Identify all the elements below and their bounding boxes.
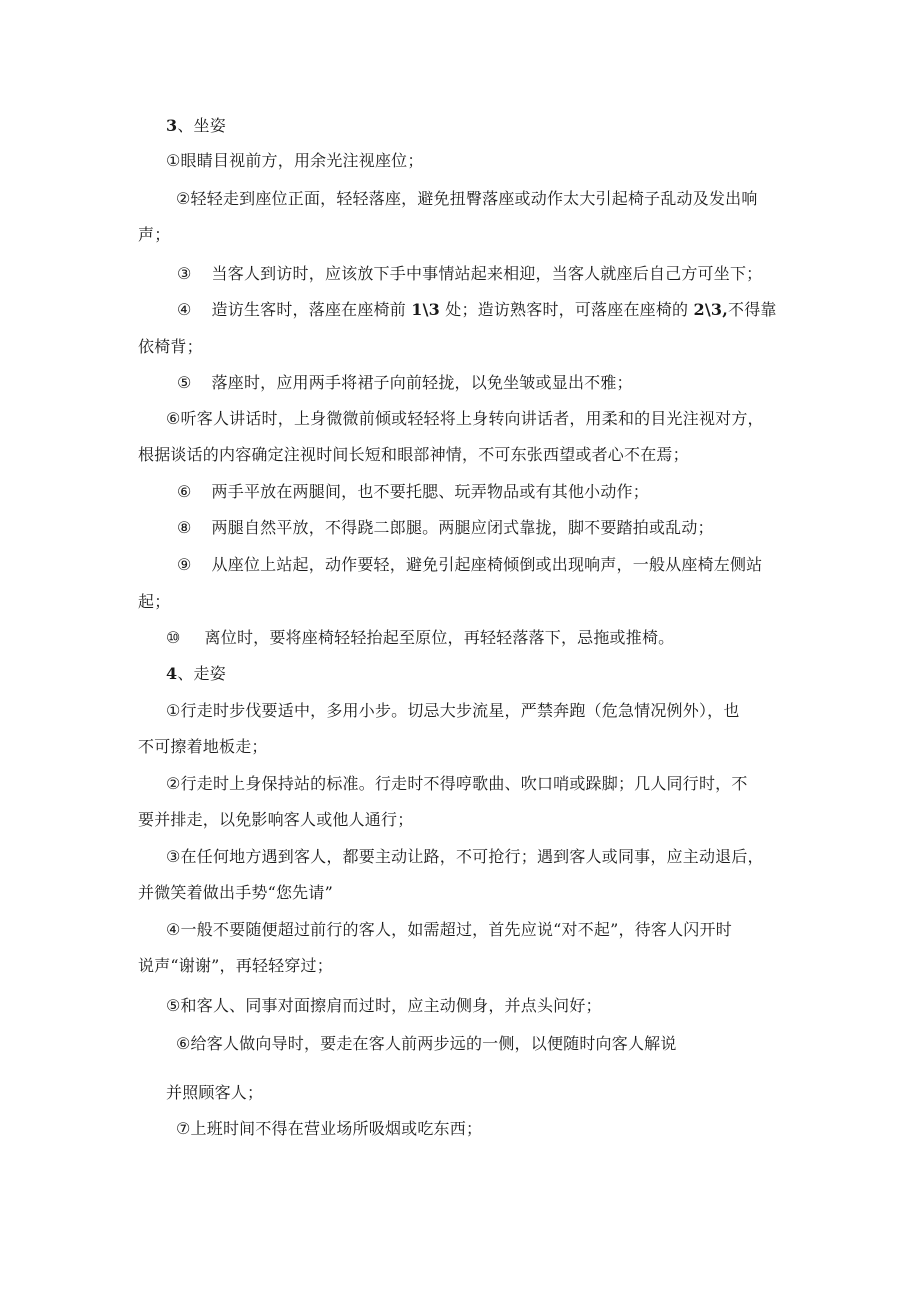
paragraph-walking-4 xyxy=(166,920,732,940)
fraction-value: 1\3 xyxy=(411,300,440,319)
paragraph-text: 并微笑着做出手势“您先请” xyxy=(138,883,333,902)
item-marker: ⑥ xyxy=(176,1034,191,1053)
paragraph-text: 不可擦着地板走； xyxy=(138,737,268,756)
item-marker: ⑤ xyxy=(177,373,192,392)
paragraph-text: 上班时间不得在营业场所吸烟或吃东西； xyxy=(190,1119,483,1138)
fraction-value: 2\3, xyxy=(693,300,729,319)
item-marker: ④ xyxy=(177,300,192,319)
paragraph-text: 两手平放在两腿间，也不要托腮、玩弄物品或有其他小动作； xyxy=(211,482,649,501)
section-title: 、走姿 xyxy=(177,664,226,683)
item-marker: ③ xyxy=(166,847,181,866)
section-heading-sitting xyxy=(166,116,226,136)
paragraph-text: 起； xyxy=(138,592,171,611)
item-marker: ⑥ xyxy=(166,409,181,428)
paragraph-sitting-8 xyxy=(177,518,714,538)
item-marker: ④ xyxy=(166,920,181,939)
paragraph-text: 和客人、同事对面擦肩而过时，应主动侧身，并点头问好； xyxy=(180,996,602,1015)
paragraph-text: 处；造访熟客时，可落座在座椅的 xyxy=(439,300,694,319)
paragraph-text: 轻轻走到座位正面，轻轻落座，避免扭臀落座或动作太大引起椅子乱动及发出响 xyxy=(190,189,758,208)
paragraph-sitting-6 xyxy=(166,409,764,429)
paragraph-text: 要并排走，以免影响客人或他人通行； xyxy=(138,810,414,829)
paragraph-walking-4-cont xyxy=(138,956,333,976)
paragraph-text: 并照顾客人； xyxy=(166,1083,264,1102)
item-marker: ⑩ xyxy=(166,628,181,647)
item-marker: ⑤ xyxy=(166,996,181,1015)
paragraph-walking-3-cont xyxy=(138,883,333,903)
item-marker: ② xyxy=(176,189,191,208)
paragraph-walking-7 xyxy=(176,1119,482,1139)
paragraph-text: 在任何地方遇到客人，都要主动让路，不可抢行；遇到客人或同事，应主动退后， xyxy=(180,847,764,866)
section-number: 4 xyxy=(166,664,178,683)
paragraph-sitting-4-cont xyxy=(138,337,203,357)
paragraph-text: 不得靠 xyxy=(728,300,777,319)
item-marker: ⑨ xyxy=(177,555,192,574)
item-marker: ⑥ xyxy=(177,482,192,501)
paragraph-walking-2-cont xyxy=(138,810,413,830)
paragraph-text: 离位时，要将座椅轻轻抬起至原位，再轻轻落落下，忌拖或推椅。 xyxy=(204,628,675,647)
item-marker: ① xyxy=(166,151,181,170)
paragraph-text: 根据谈话的内容确定注视时间长短和眼部神情，不可东张西望或者心不在焉； xyxy=(138,445,689,464)
item-marker: ⑧ xyxy=(177,518,192,537)
paragraph-sitting-6-cont xyxy=(138,445,689,465)
paragraph-text: 给客人做向导时，要走在客人前两步远的一侧，以便随时向客人解说 xyxy=(190,1034,677,1053)
paragraph-sitting-1 xyxy=(166,151,424,171)
paragraph-text: 行走时上身保持站的标准。行走时不得哼歌曲、吹口哨或跺脚；几人同行时，不 xyxy=(180,774,748,793)
section-number: 3 xyxy=(166,116,178,135)
paragraph-walking-3 xyxy=(166,847,764,867)
paragraph-text: 从座位上站起，动作要轻，避免引起座椅倾倒或出现响声，一般从座椅左侧站 xyxy=(211,555,763,574)
paragraph-text: 两腿自然平放，不得跷二郎腿。两腿应闭式靠拢，脚不要踏拍或乱动； xyxy=(211,518,714,537)
paragraph-sitting-7 xyxy=(177,482,649,502)
paragraph-walking-2 xyxy=(166,774,748,794)
paragraph-text: 眼睛目视前方，用余光注视座位； xyxy=(180,151,424,170)
paragraph-sitting-2 xyxy=(176,189,758,209)
paragraph-text: 听客人讲话时，上身微微前倾或轻轻将上身转向讲话者，用柔和的目光注视对方， xyxy=(180,409,764,428)
paragraph-walking-6-cont xyxy=(166,1083,263,1103)
paragraph-text: 当客人到访时，应该放下手中事情站起来相迎，当客人就座后自己方可坐下； xyxy=(211,264,763,283)
paragraph-text: 落座时，应用两手将裙子向前轻拢，以免坐皱或显出不雅； xyxy=(211,373,633,392)
paragraph-walking-6 xyxy=(176,1034,677,1054)
item-marker: ⑦ xyxy=(176,1119,191,1138)
item-marker: ① xyxy=(166,701,181,720)
paragraph-walking-1 xyxy=(166,701,740,721)
paragraph-text: 说声“谢谢”，再轻轻穿过； xyxy=(138,956,333,975)
paragraph-sitting-4 xyxy=(177,300,777,320)
paragraph-sitting-3 xyxy=(177,264,762,284)
paragraph-text: 造访生客时，落座在座椅前 xyxy=(211,300,412,319)
paragraph-walking-5 xyxy=(166,996,602,1016)
item-marker: ③ xyxy=(177,264,192,283)
section-heading-walking xyxy=(166,664,226,684)
paragraph-text: 一般不要随便超过前行的客人，如需超过，首先应说“对不起”，待客人闪开时 xyxy=(180,920,732,939)
paragraph-sitting-9 xyxy=(177,555,762,575)
paragraph-sitting-9-cont xyxy=(138,592,170,612)
paragraph-text: 行走时步伐要适中，多用小步。切忌大步流星，严禁奔跑（危急情况例外），也 xyxy=(180,701,740,720)
section-title: 、坐姿 xyxy=(177,116,226,135)
paragraph-sitting-10 xyxy=(166,628,674,648)
paragraph-sitting-2-cont xyxy=(138,225,170,245)
paragraph-walking-1-cont xyxy=(138,737,268,757)
paragraph-sitting-5 xyxy=(177,373,633,393)
paragraph-text: 声； xyxy=(138,225,171,244)
item-marker: ② xyxy=(166,774,181,793)
paragraph-text: 依椅背； xyxy=(138,337,203,356)
